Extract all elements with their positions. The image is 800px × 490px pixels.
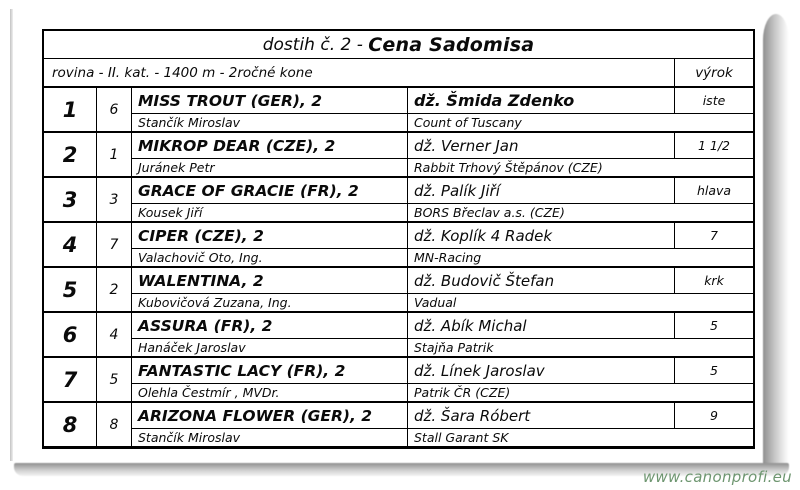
- jockey-name: dž. Abík Michal: [407, 313, 674, 339]
- horse-name: FANTASTIC LACY (FR), 2: [132, 358, 407, 384]
- owner-name: Stall Garant SK: [407, 429, 753, 446]
- jockey-name: dž. Palík Jiří: [407, 178, 674, 204]
- race-results-table: [42, 29, 755, 449]
- finish-position: 7: [44, 358, 97, 401]
- horse-name: ARIZONA FLOWER (GER), 2: [132, 403, 407, 429]
- race-conditions: rovina - II. kat. - 1400 m - 2ročné kone: [52, 64, 313, 81]
- jockey-name: dž. Budovič Štefan: [407, 268, 674, 294]
- start-number: 1: [97, 133, 132, 176]
- owner-name: Rabbit Trhový Štěpánov (CZE): [407, 159, 753, 176]
- trainer-name: Stančík Miroslav: [138, 115, 241, 130]
- trainer-name: Olehla Čestmír , MVDr.: [138, 385, 280, 400]
- horse-name: ASSURA (FR), 2: [132, 313, 407, 339]
- start-number: 7: [97, 223, 132, 266]
- start-number: 8: [97, 403, 132, 446]
- result-row: [44, 403, 753, 446]
- race-name: Cena Sadomisa: [368, 33, 535, 56]
- results-rows: [44, 88, 753, 446]
- finish-position: 5: [44, 268, 97, 311]
- verdict-margin: 7: [674, 223, 753, 249]
- owner-name: Count of Tuscany: [407, 114, 753, 131]
- trainer-name: Stančík Miroslav: [138, 430, 241, 445]
- trainer-name: Juránek Petr: [138, 160, 215, 175]
- finish-position: 6: [44, 313, 97, 356]
- race-title: [44, 31, 753, 59]
- owner-name: Stajňa Patrik: [407, 339, 753, 356]
- race-number-label: dostih č. 2 -: [262, 34, 369, 55]
- horse-name: WALENTINA, 2: [132, 268, 407, 294]
- verdict-margin: hlava: [674, 178, 753, 204]
- jockey-name: dž. Koplík 4 Radek: [407, 223, 674, 249]
- finish-position: 4: [44, 223, 97, 266]
- watermark-url: www.canonprofi.eu: [642, 468, 792, 486]
- verdict-margin: 1 1/2: [674, 133, 753, 159]
- trainer-name: Kousek Jiří: [138, 205, 203, 220]
- page-edge-shadow-right: [763, 14, 789, 464]
- result-row: [44, 313, 753, 358]
- result-row: [44, 268, 753, 313]
- finish-position: 8: [44, 403, 97, 446]
- result-row: [44, 133, 753, 178]
- jockey-name: dž. Línek Jaroslav: [407, 358, 674, 384]
- start-number: 3: [97, 178, 132, 221]
- race-conditions-row: [44, 59, 753, 88]
- finish-position: 3: [44, 178, 97, 221]
- finish-position: 2: [44, 133, 97, 176]
- trainer-name: Kubovičová Zuzana, Ing.: [138, 295, 292, 310]
- start-number: 6: [97, 88, 132, 131]
- start-number: 5: [97, 358, 132, 401]
- verdict-margin: 5: [674, 313, 753, 339]
- verdict-margin: krk: [674, 268, 753, 294]
- verdict-margin: 9: [674, 403, 753, 429]
- horse-name: CIPER (CZE), 2: [132, 223, 407, 249]
- finish-position: 1: [44, 88, 97, 131]
- owner-name: Patrik ČR (CZE): [407, 384, 753, 401]
- trainer-name: Hanáček Jaroslav: [138, 340, 246, 355]
- horse-name: MISS TROUT (GER), 2: [132, 88, 407, 114]
- page-edge-shadow-left: [10, 9, 13, 461]
- verdict-margin: 5: [674, 358, 753, 384]
- owner-name: Vadual: [407, 294, 753, 311]
- jockey-name: dž. Šmida Zdenko: [407, 88, 674, 114]
- owner-name: BORS Břeclav a.s. (CZE): [407, 204, 753, 221]
- verdict-margin: iste: [674, 88, 753, 114]
- verdict-column-header: výrok: [674, 59, 753, 86]
- horse-name: MIKROP DEAR (CZE), 2: [132, 133, 407, 159]
- result-row: [44, 178, 753, 223]
- result-row: [44, 88, 753, 133]
- start-number: 4: [97, 313, 132, 356]
- trainer-name: Valachovič Oto, Ing.: [138, 250, 263, 265]
- start-number: 2: [97, 268, 132, 311]
- owner-name: MN-Racing: [407, 249, 753, 266]
- result-row: [44, 358, 753, 403]
- jockey-name: dž. Šara Róbert: [407, 403, 674, 429]
- horse-name: GRACE OF GRACIE (FR), 2: [132, 178, 407, 204]
- result-row: [44, 223, 753, 268]
- jockey-name: dž. Verner Jan: [407, 133, 674, 159]
